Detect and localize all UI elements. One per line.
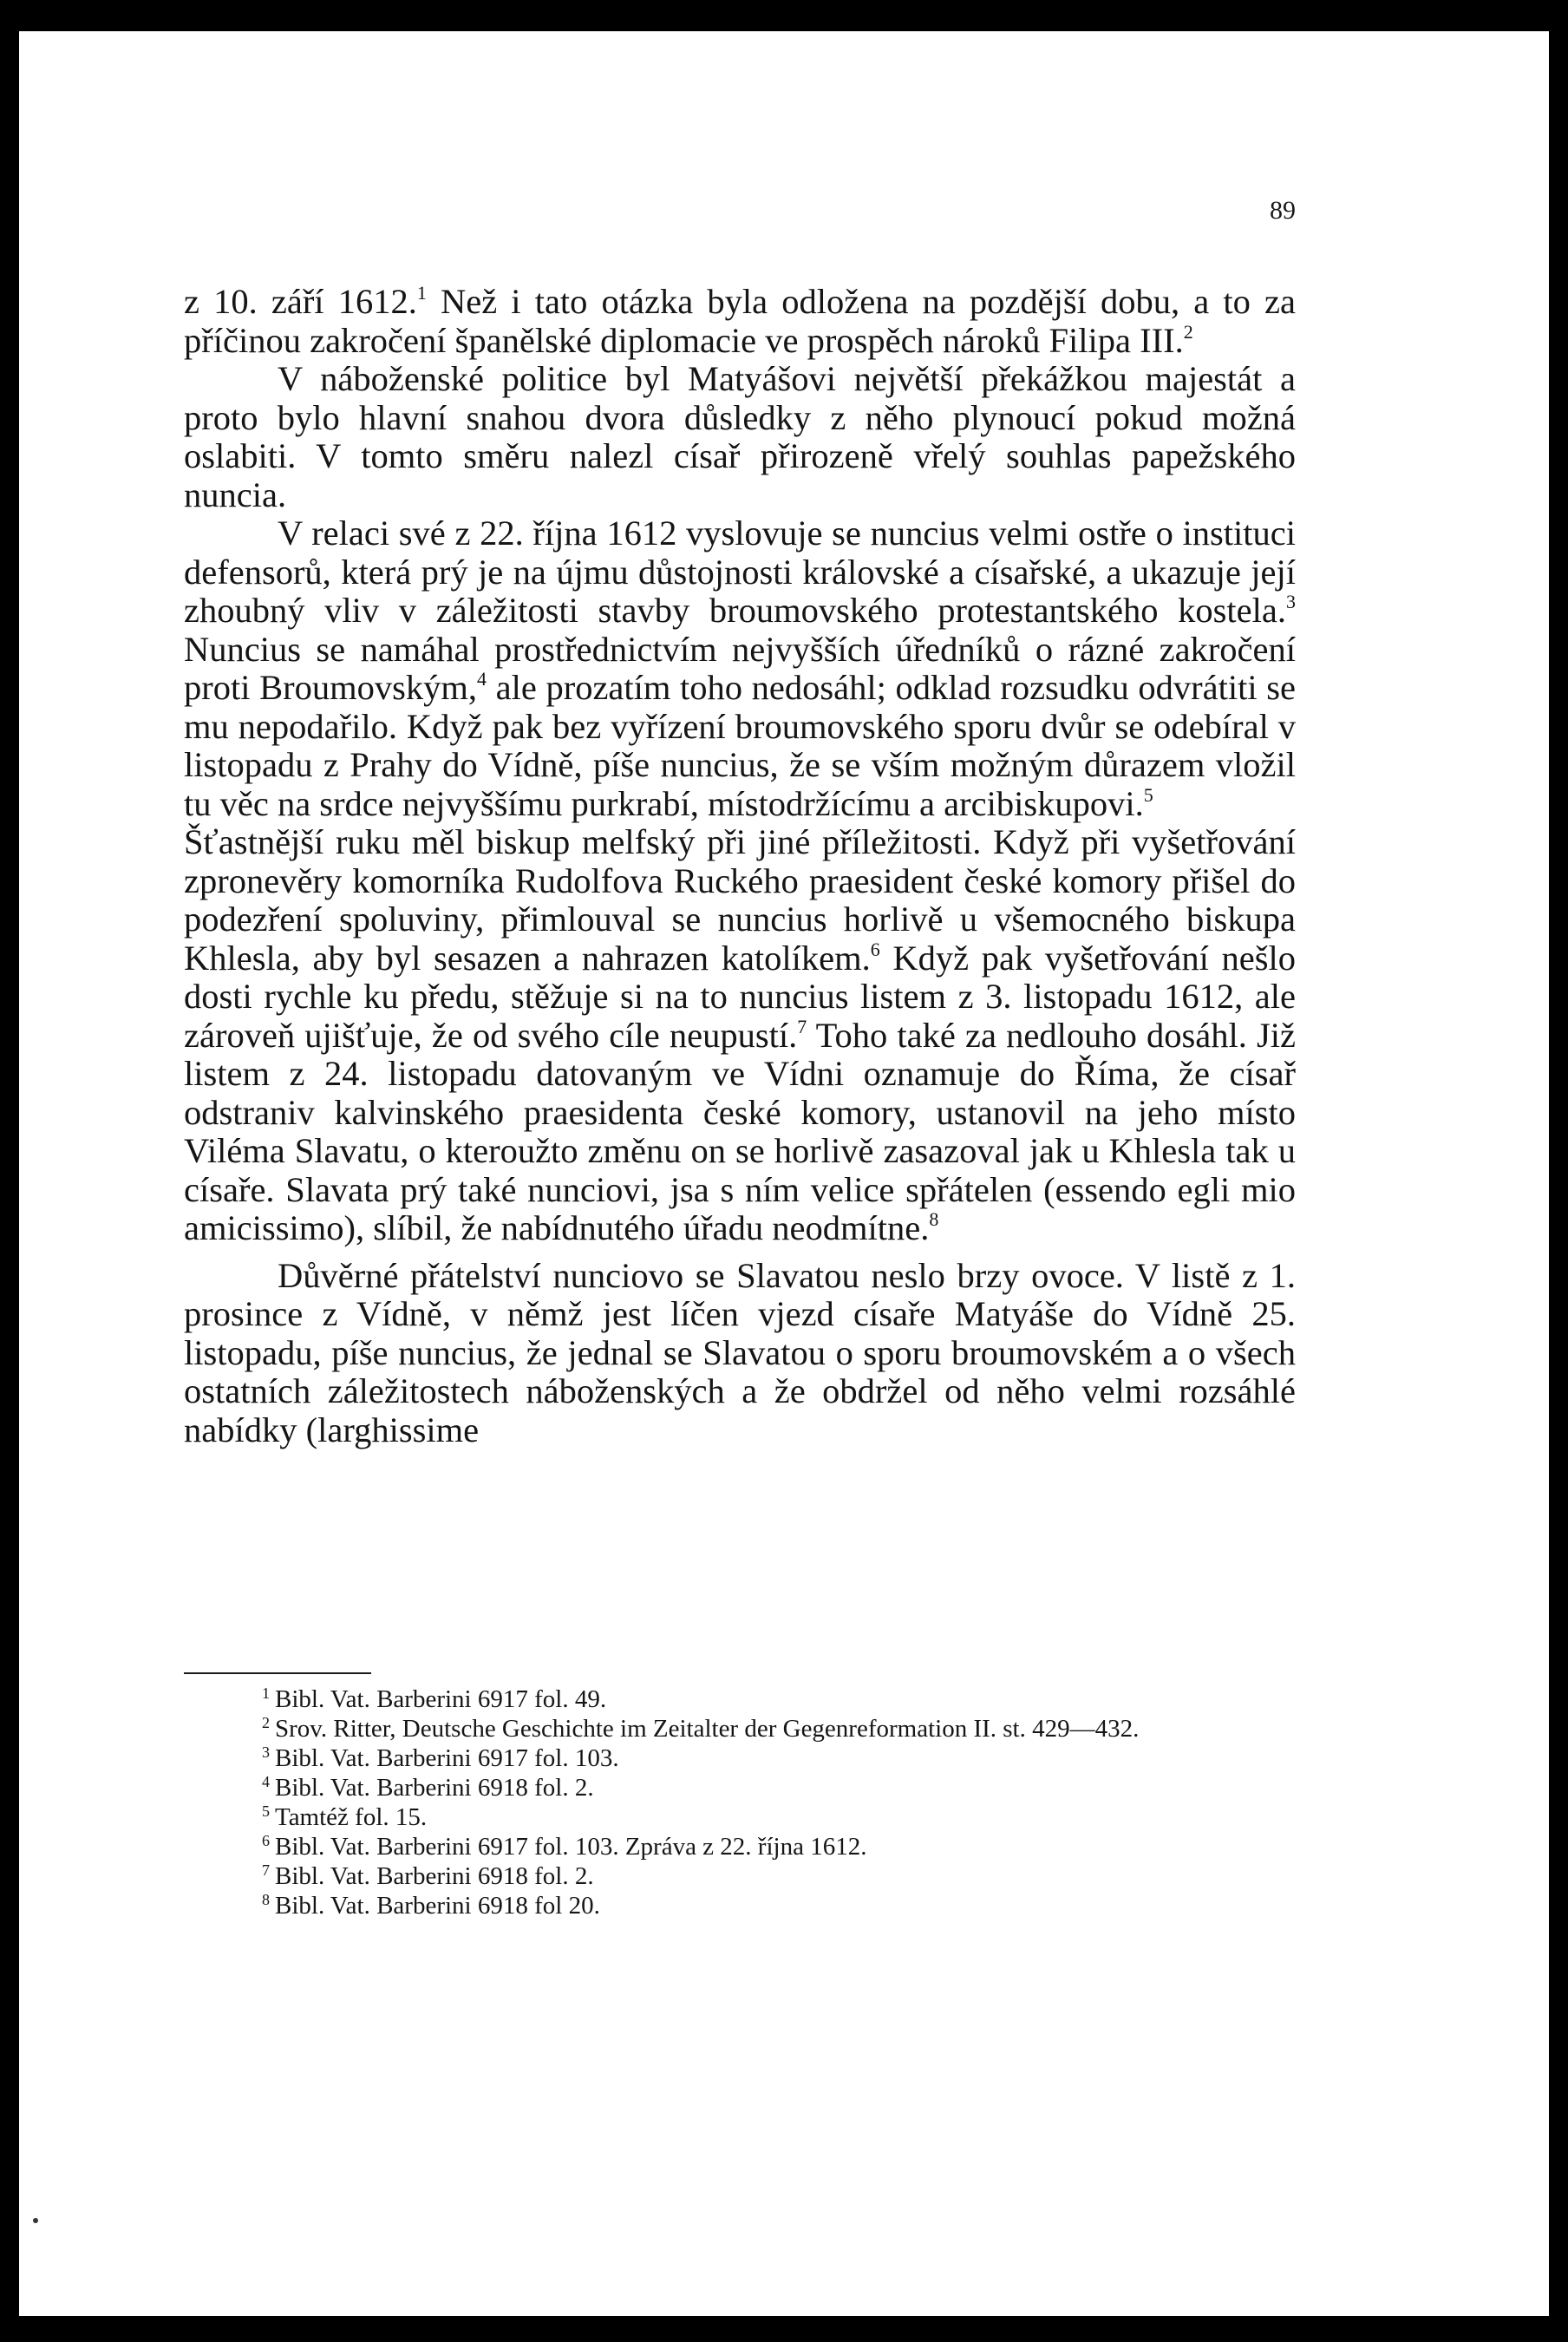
paragraph (184, 514, 1296, 823)
footnote-text: Bibl. Vat. Barberini 6918 fol 20. (275, 1892, 600, 1920)
footnote (184, 1832, 1311, 1861)
footnote-text: Srov. Ritter, Deutsche Geschichte im Zeitalter der Gegenreformation II. st. 429—432. (275, 1715, 1140, 1743)
footnote-number: 1 (262, 1685, 270, 1702)
footnote-number: 2 (262, 1714, 270, 1731)
footnote-number: 8 (262, 1891, 270, 1908)
text-run: Nuncius se namáhal prostřednictvím nejvyšších úředníků o rázné zakročení proti Broumovským, (184, 629, 1296, 707)
text-run: Toho také za nedlouho dosáhl. Již listem z 24. listopadu datovaným ve Vídni oznamuje do Říma, že císař odstraniv kalvinského praesidenta české komory, ustanovil na jeho místo Viléma Slavatu, o kteroužto změnu on se horlivě zasazoval jak u Khlesla tak u císaře. Slavata prý také nunciovi, jsa s ním velice spřátelen (essendo egli mio amicissimo), slíbil, že nabídnutého úřadu neodmítne. (184, 1015, 1296, 1247)
footnote-ref: 8 (929, 1208, 939, 1230)
body-text (184, 283, 1296, 1449)
footnote-text: Bibl. Vat. Barberini 6917 fol. 103. Zpráva z 22. října 1612. (275, 1833, 867, 1861)
footnote-text: Bibl. Vat. Barberini 6917 fol. 49. (275, 1685, 607, 1713)
footnote (184, 1773, 1311, 1802)
scan-border-top (0, 0, 1568, 31)
footnote-number: 5 (262, 1802, 270, 1820)
footnote (184, 1802, 1311, 1832)
text-run: V relaci své z 22. října 1612 vyslovuje se nuncius velmi ostře o instituci defensorů, která prý je na újmu důstojnosti královské a císařské, a ukazuje její zhoubný vliv v záležitosti stavby broumovského protestantského kostela. (184, 514, 1296, 630)
text-run: V náboženské politice byl Matyášovi největší překážkou majestát a proto bylo hlavní snahou dvora důsledky z něho plynoucí pokud možná oslabiti. V tomto směru nalezl císař přirozeně vřelý souhlas papežského nuncia. (184, 359, 1296, 514)
footnote-text: Tamtéž fol. 15. (275, 1803, 428, 1831)
footnote-separator (184, 1672, 371, 1674)
footnote-text: Bibl. Vat. Barberini 6918 fol. 2. (275, 1774, 594, 1802)
scan-border-left (0, 0, 19, 2342)
text-run: Šťastnější ruku měl biskup melfský při jiné příležitosti. Když při vyšetřování zpronevěry komorníka Rudolfova Ruckého praesident české komory přišel do podezření spoluviny, přimlouval se nuncius horlivě u všemocného biskupa Khlesla, aby byl sesazen a nahrazen katolíkem. (184, 822, 1296, 978)
scan-speck (33, 2218, 38, 2223)
paragraph (184, 283, 1296, 360)
footnote-ref: 3 (1286, 591, 1296, 612)
text-run: z 10. září 1612. (184, 282, 417, 321)
footnotes (184, 1685, 1311, 1920)
footnote-ref: 6 (870, 938, 880, 960)
footnote-ref: 4 (477, 668, 487, 690)
footnote (184, 1685, 1311, 1714)
footnote-number: 3 (262, 1743, 270, 1761)
paragraph (184, 360, 1296, 514)
footnote (184, 1891, 1311, 1920)
text-run: Důvěrné přátelství nunciovo se Slavatou neslo brzy ovoce. V listě z 1. prosince z Vídně, v němž jest líčen vjezd císaře Matyáše do Vídně 25. listopadu, píše nuncius, že jednal se Slavatou o sporu broumovském a o všech ostatních záležitostech náboženských a že obdržel od něho velmi rozsáhlé nabídky (larghissime (184, 1255, 1296, 1449)
footnote-text: Bibl. Vat. Barberini 6917 fol. 103. (275, 1744, 619, 1772)
text-run: Když pak vyšetřování nešlo dosti rychle ku předu, stěžuje si na to nuncius listem z 3. listopadu 1612, ale zároveň ujišťuje, že od svého cíle neupustí. (184, 938, 1296, 1055)
footnote-ref: 7 (797, 1015, 807, 1037)
footnote (184, 1743, 1311, 1773)
footnote-ref: 1 (416, 282, 427, 304)
text-run: Než i tato otázka byla odložena na pozdější dobu, a to za příčinou zakročení španělské diplomacie ve prospěch nároků Filipa III. (184, 282, 1296, 360)
footnote-number: 6 (262, 1832, 270, 1849)
footnote-ref: 2 (1183, 320, 1193, 343)
text-run: ale prozatím toho nedosáhl; odklad rozsudku odvrátiti se mu nepodařilo. Když pak bez vyřízení broumovského sporu dvůr se odebíral v listopadu z Prahy do Vídně, píše nuncius, že se vším možným důrazem vložil tu věc na srdce nejvyššímu purkrabí, místodržícímu a arcibiskupovi. (184, 668, 1297, 823)
footnote (184, 1714, 1311, 1743)
page-number: 89 (1270, 196, 1296, 225)
scan-border-bottom (0, 2316, 1568, 2342)
scan-border-right (1549, 0, 1568, 2342)
paragraph (184, 823, 1296, 1248)
footnote-text: Bibl. Vat. Barberini 6918 fol. 2. (275, 1862, 594, 1890)
footnote-ref: 5 (1143, 783, 1153, 806)
footnote-number: 7 (262, 1861, 270, 1879)
paragraph (184, 1257, 1296, 1450)
footnote (184, 1861, 1311, 1891)
footnote-number: 4 (262, 1773, 270, 1790)
